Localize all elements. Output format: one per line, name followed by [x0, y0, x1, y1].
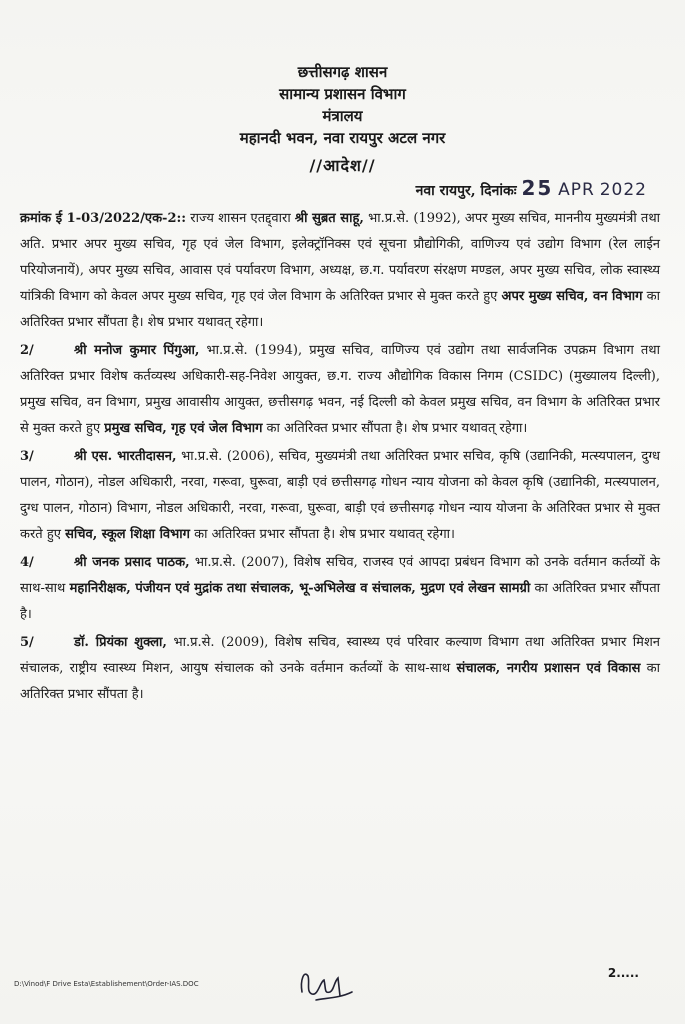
signature-icon	[296, 962, 356, 1002]
body-text: का अतिरिक्त प्रभार सौंपता है।	[20, 661, 661, 702]
date-stamp-month: APR	[558, 180, 595, 200]
bold-text: डॉ. प्रियंका शुक्ला,	[74, 635, 167, 650]
order-paragraph	[20, 630, 660, 708]
order-body	[20, 206, 660, 710]
file-path: D:\Vinod\F Drive Esta\Establishement\Order-IAS.DOC	[14, 980, 199, 988]
body-text: भा.प्र.से. (2009), विशेष सचिव, स्वास्थ्य एवं परिवार कल्याण विभाग तथा अतिरिक्त प्रभार मिशन संचालक, राष्ट्रीय स्वास्थ्य मिशन, आयुष संचालक को उनके वर्तमान कर्तव्यों के साथ-साथ	[20, 635, 660, 676]
order-paragraph	[20, 338, 660, 442]
bold-text: प्रमुख सचिव, गृह एवं जेल विभाग	[104, 421, 263, 436]
order-paragraph	[20, 206, 660, 336]
bold-text: अपर मुख्य सचिव, वन विभाग	[501, 289, 643, 304]
body-text: भा.प्र.से. (1992), अपर मुख्य सचिव, माननीय मुख्यमंत्री तथा अति. प्रभार अपर मुख्य सचिव, गृह एवं जेल विभाग, इलेक्ट्रॉनिक्स एवं सूचना प्रौद्योगिकी, वाणिज्य एवं उद्योग विभाग (रेल लाईन परियोजनायें), अपर मुख्य सचिव, आवास एवं पर्यावरण विभाग, अध्यक्ष, छ.ग. पर्यावरण संरक्षण मण्डल, अपर मुख्य सचिव, लोक स्वास्थ्य यांत्रिकी विभाग को केवल अपर मुख्य सचिव, गृह एवं जेल विभाग के अतिरिक्त प्रभार से मुक्त करते हुए	[20, 211, 660, 304]
paragraph-number: 2/	[20, 343, 34, 358]
bold-text: सचिव, स्कूल शिक्षा विभाग	[65, 527, 190, 542]
body-text: का अतिरिक्त प्रभार सौंपता है।	[20, 581, 660, 622]
bold-text: महानिरीक्षक, पंजीयन एवं मुद्रांक तथा संचालक, भू-अभिलेख व संचालक, मुद्रण एवं लेखन सामग्री	[69, 581, 531, 596]
order-paragraph	[20, 444, 660, 548]
next-page-indicator: 2.....	[607, 966, 639, 980]
body-text: भा.प्र.से. (2006), सचिव, मुख्यमंत्री तथा अतिरिक्त प्रभार सचिव, कृषि (उद्यानिकी, मत्स्यपालन, दुग्ध पालन, गोठान), नोडल अधिकारी, नरवा, गरूवा, घुरूवा, बाड़ी एवं छत्तीसगढ़ गोधन न्याय योजना को केवल कृषि (उद्यानिकी, मत्स्यपालन, दुग्ध पालन, गोठान) विभाग, नोडल अधिकारी, नरवा, गरूवा, घुरूवा, बाड़ी एवं छत्तीसगढ़ गोधन न्याय योजना के अतिरिक्त प्रभार से मुक्त करते हुए	[20, 449, 660, 542]
body-text: राज्य शासन एतद्द्वारा	[186, 211, 295, 226]
order-paragraph	[20, 550, 660, 628]
body-text: का अतिरिक्त प्रभार सौंपता है। शेष प्रभार यथावत् रहेगा।	[20, 289, 660, 330]
bold-text: श्री मनोज कुमार पिंगुआ,	[74, 343, 200, 358]
bold-text: संचालक, नगरीय प्रशासन एवं विकास	[456, 661, 641, 676]
paragraph-number: क्रमांक ई 1-03/2022/एक-2::	[20, 211, 187, 226]
body-text: भा.प्र.से. (1994), प्रमुख सचिव, वाणिज्य एवं उद्योग तथा सार्वजनिक उपक्रम विभाग तथा अतिरिक्त प्रभार विशेष कर्तव्यस्थ अधिकारी-सह-निवेश आयुक्त, छ.ग. राज्य औद्योगिक विकास निगम (CSIDC) (मुख्यालय दिल्ली), प्रमुख सचिव, वन विभाग, प्रमुख आवासीय आयुक्त, छत्तीसगढ़ भवन, नई दिल्ली को केवल प्रमुख सचिव, वन विभाग के अतिरिक्त प्रभार से मुक्त करते हुए	[20, 343, 660, 436]
header-department: सामान्य प्रशासन विभाग	[279, 85, 406, 103]
bold-text: श्री जनक प्रसाद पाठक,	[74, 555, 190, 570]
paragraph-number: 4/	[20, 555, 34, 570]
body-text: का अतिरिक्त प्रभार सौंपता है। शेष प्रभार यथावत् रहेगा।	[262, 421, 528, 436]
date-stamp-day: 25	[521, 176, 554, 200]
date-stamp-year: 2022	[599, 180, 647, 200]
paragraph-number: 5/	[20, 635, 34, 650]
header-address: महानदी भवन, नवा रायपुर अटल नगर	[239, 129, 446, 147]
dateline	[416, 176, 647, 200]
body-text: का अतिरिक्त प्रभार सौंपता है। शेष प्रभार यथावत् रहेगा।	[190, 527, 455, 542]
header-ministry: मंत्रालय	[322, 107, 363, 125]
bold-text: श्री एस. भारतीदासन,	[74, 449, 177, 464]
dateline-prefix: नवा रायपुर, दिनांकः	[415, 183, 517, 199]
paragraph-number: 3/	[20, 449, 34, 464]
header-government: छत्तीसगढ़ शासन	[297, 63, 388, 81]
body-text: भा.प्र.से. (2007), विशेष सचिव, राजस्व एवं आपदा प्रबंधन विभाग को उनके वर्तमान कर्तव्यों के साथ-साथ	[20, 555, 661, 596]
order-title: //आदेश//	[309, 156, 376, 175]
bold-text: श्री सुब्रत साहू,	[294, 211, 364, 226]
